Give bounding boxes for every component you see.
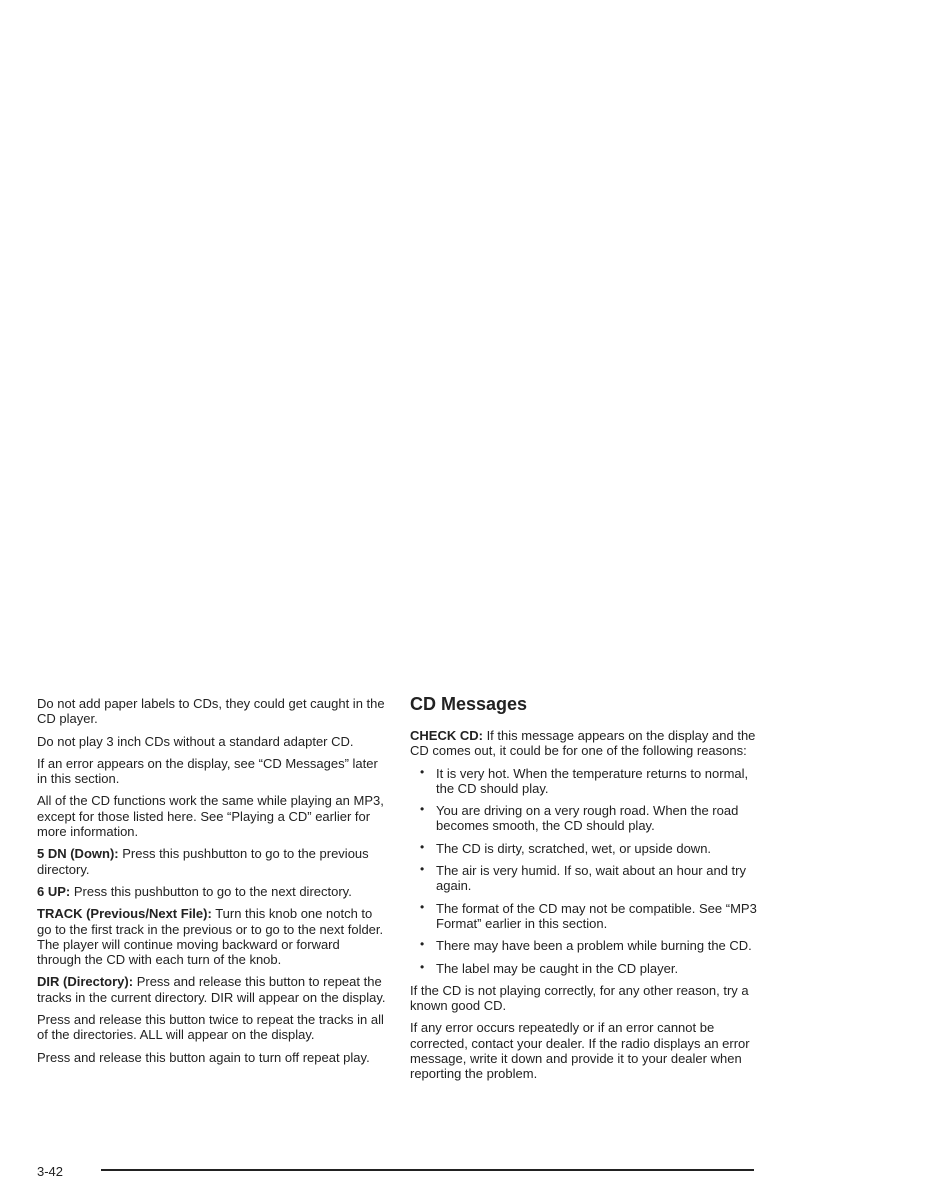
term-text: If this message appears on the display and the CD comes out, it could be for one of the following reasons: <box>410 728 756 759</box>
paragraph: If an error appears on the display, see “CD Messages” later in this section. <box>37 755 378 787</box>
left-column <box>37 696 387 1072</box>
right-column <box>410 694 760 1089</box>
paragraph-5dn <box>37 846 387 877</box>
list-item <box>410 863 760 894</box>
term-text: Turn this knob one notch to go to the first track in the previous or to go to the next folder. The player will continue moving backward or forward through the CD with each turn of the knob. <box>37 906 384 968</box>
list-item-text: The CD is dirty, scratched, wet, or upside down. <box>436 840 712 856</box>
footer-divider <box>101 1169 754 1171</box>
term-text: Press and release this button to repeat the tracks in the current directory. DIR will appear on the display. <box>37 974 386 1005</box>
bullet-icon: • <box>420 959 425 974</box>
paragraph-6up <box>37 884 387 899</box>
reasons-list <box>410 766 760 976</box>
paragraph-track <box>37 906 387 967</box>
term-label: 6 UP: <box>37 883 71 899</box>
paragraph: If any error occurs repeatedly or if an error cannot be corrected, contact your dealer. If the radio displays an error message, write it down and provide it to your dealer when reporting the problem. <box>410 1020 750 1082</box>
list-item <box>410 901 760 932</box>
bullet-icon: • <box>420 764 425 779</box>
list-item <box>410 766 760 797</box>
list-item <box>410 803 760 834</box>
section-heading: CD Messages <box>410 694 528 714</box>
paragraph: Press and release this button twice to repeat the tracks in all of the directories. ALL will appear on the display. <box>37 1012 384 1043</box>
bullet-icon: • <box>420 862 425 877</box>
term-label: 5 DN (Down): <box>37 846 119 862</box>
page-number: 3-42 <box>37 1164 64 1179</box>
list-item <box>410 961 760 976</box>
term-text: Press this pushbutton to go to the previous directory. <box>37 846 369 877</box>
bullet-icon: • <box>420 937 425 952</box>
paragraph-check-cd <box>410 728 760 759</box>
list-item-text: The air is very humid. If so, wait about an hour and try again. <box>436 863 746 894</box>
list-item-text: The label may be caught in the CD player. <box>436 960 679 976</box>
paragraph: Press and release this button again to turn off repeat play. <box>37 1049 370 1065</box>
list-item <box>410 841 760 856</box>
paragraph: All of the CD functions work the same while playing an MP3, except for those listed here. See “Playing a CD” earlier for more information. <box>37 793 384 840</box>
paragraph: Do not play 3 inch CDs without a standard adapter CD. <box>37 733 354 749</box>
list-item-text: You are driving on a very rough road. When the road becomes smooth, the CD should play. <box>436 803 739 834</box>
paragraph: Do not add paper labels to CDs, they could get caught in the CD player. <box>37 696 385 727</box>
term-label: DIR (Directory): <box>37 974 134 990</box>
bullet-icon: • <box>420 802 425 817</box>
term-text: Press this pushbutton to go to the next directory. <box>70 883 352 899</box>
paragraph: If the CD is not playing correctly, for any other reason, try a known good CD. <box>410 982 749 1014</box>
term-label: TRACK (Previous/Next File): <box>37 906 212 922</box>
list-item-text: The format of the CD may not be compatible. See “MP3 Format” earlier in this section. <box>436 900 757 931</box>
bullet-icon: • <box>420 839 425 854</box>
list-item-text: It is very hot. When the temperature returns to normal, the CD should play. <box>436 765 749 796</box>
bullet-icon: • <box>420 899 425 914</box>
list-item-text: There may have been a problem while burning the CD. <box>436 938 752 954</box>
term-label: CHECK CD: <box>410 728 483 743</box>
list-item <box>410 938 760 953</box>
paragraph-dir <box>37 974 387 1005</box>
